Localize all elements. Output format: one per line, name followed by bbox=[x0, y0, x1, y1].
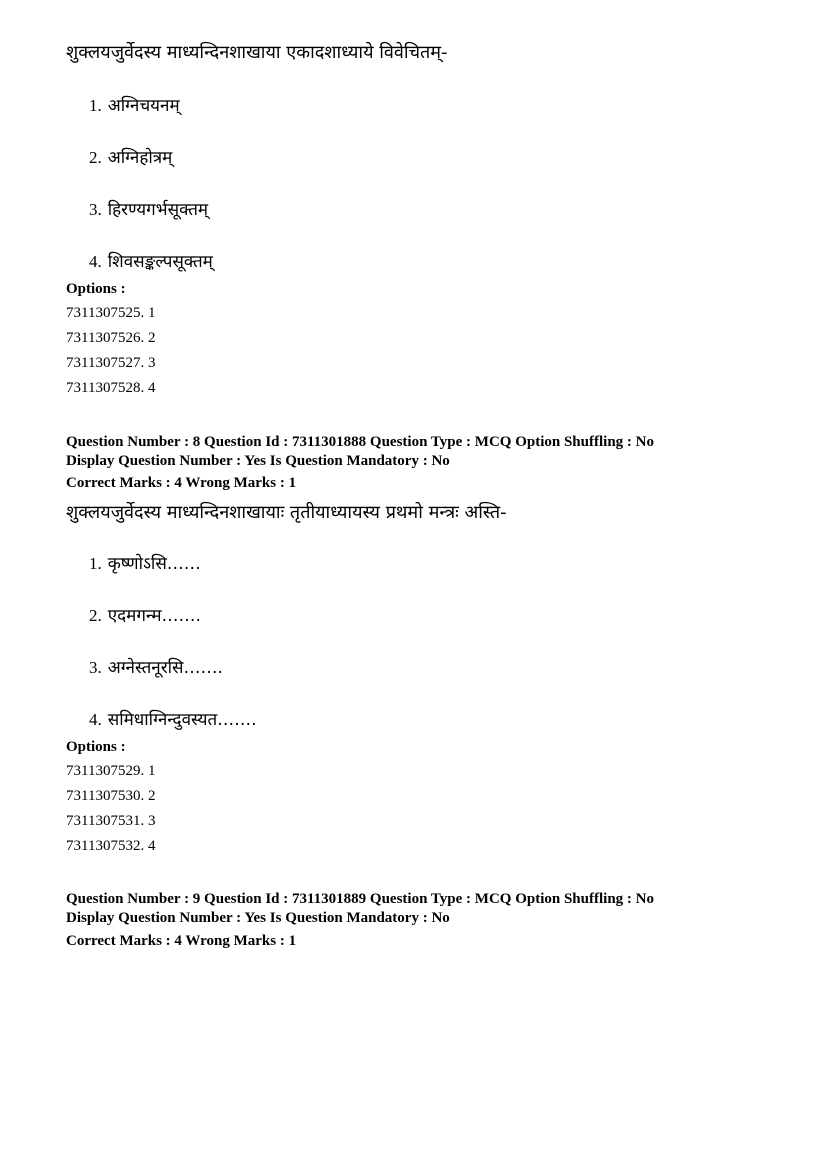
choice-number: 3. bbox=[89, 658, 102, 677]
question-7-choice-4 bbox=[89, 249, 213, 275]
question-8-option-row: 7311307532. 4 bbox=[66, 838, 156, 854]
choice-number: 4. bbox=[89, 252, 102, 271]
question-8-choice-1 bbox=[89, 551, 201, 577]
choice-number: 1. bbox=[89, 96, 102, 115]
question-7-option-row: 7311307526. 2 bbox=[66, 330, 156, 346]
question-7-option-row: 7311307525. 1 bbox=[66, 305, 156, 321]
question-8-option-row: 7311307529. 1 bbox=[66, 763, 156, 779]
question-8-options-label: Options : bbox=[66, 739, 126, 755]
question-8-meta-line-2: Display Question Number : Yes Is Question Mandatory : No bbox=[66, 453, 450, 469]
choice-text: हिरण्यगर्भसूक्तम् bbox=[107, 200, 209, 220]
question-9-marks: Correct Marks : 4 Wrong Marks : 1 bbox=[66, 933, 297, 949]
choice-text: कृष्णोऽसि…… bbox=[107, 554, 201, 574]
choice-text: अग्निहोत्रम् bbox=[107, 148, 173, 168]
choice-text: शिवसङ्कल्पसूक्तम् bbox=[107, 252, 213, 272]
choice-number: 1. bbox=[89, 554, 102, 573]
question-8-choice-4 bbox=[89, 707, 257, 733]
question-7-choice-1 bbox=[89, 93, 180, 119]
choice-text: एदमगन्म……. bbox=[107, 606, 201, 626]
choice-number: 4. bbox=[89, 710, 102, 729]
question-8-meta-line-1: Question Number : 8 Question Id : 7311301888 Question Type : MCQ Option Shuffling : No bbox=[66, 434, 654, 450]
question-8-text: शुक्लयजुर्वेदस्य माध्यन्दिनशाखायाः तृतीयाध्यायस्य प्रथमो मन्त्रः अस्ति- bbox=[66, 502, 507, 523]
question-8-option-row: 7311307531. 3 bbox=[66, 813, 156, 829]
question-8-option-row: 7311307530. 2 bbox=[66, 788, 156, 804]
question-7-option-row: 7311307528. 4 bbox=[66, 380, 156, 396]
choice-number: 2. bbox=[89, 606, 102, 625]
question-7-options-label: Options : bbox=[66, 281, 126, 297]
choice-text: अग्निचयनम् bbox=[107, 96, 180, 116]
question-8-marks: Correct Marks : 4 Wrong Marks : 1 bbox=[66, 475, 297, 491]
question-7-option-row: 7311307527. 3 bbox=[66, 355, 156, 371]
choice-text: अग्नेस्तनूरसि……. bbox=[107, 658, 223, 678]
choice-number: 2. bbox=[89, 148, 102, 167]
choice-text: समिधाग्निन्दुवस्यत……. bbox=[107, 710, 257, 730]
question-9-meta-line-2: Display Question Number : Yes Is Question Mandatory : No bbox=[66, 910, 450, 926]
question-9-meta-line-1: Question Number : 9 Question Id : 7311301889 Question Type : MCQ Option Shuffling : No bbox=[66, 891, 654, 907]
question-7-text: शुक्लयजुर्वेदस्य माध्यन्दिनशाखाया एकादशाध्याये विवेचितम्- bbox=[66, 42, 448, 63]
question-7-choice-2 bbox=[89, 145, 172, 171]
question-7-choice-3 bbox=[89, 197, 208, 223]
choice-number: 3. bbox=[89, 200, 102, 219]
question-8-choice-2 bbox=[89, 603, 201, 629]
question-8-choice-3 bbox=[89, 655, 223, 681]
